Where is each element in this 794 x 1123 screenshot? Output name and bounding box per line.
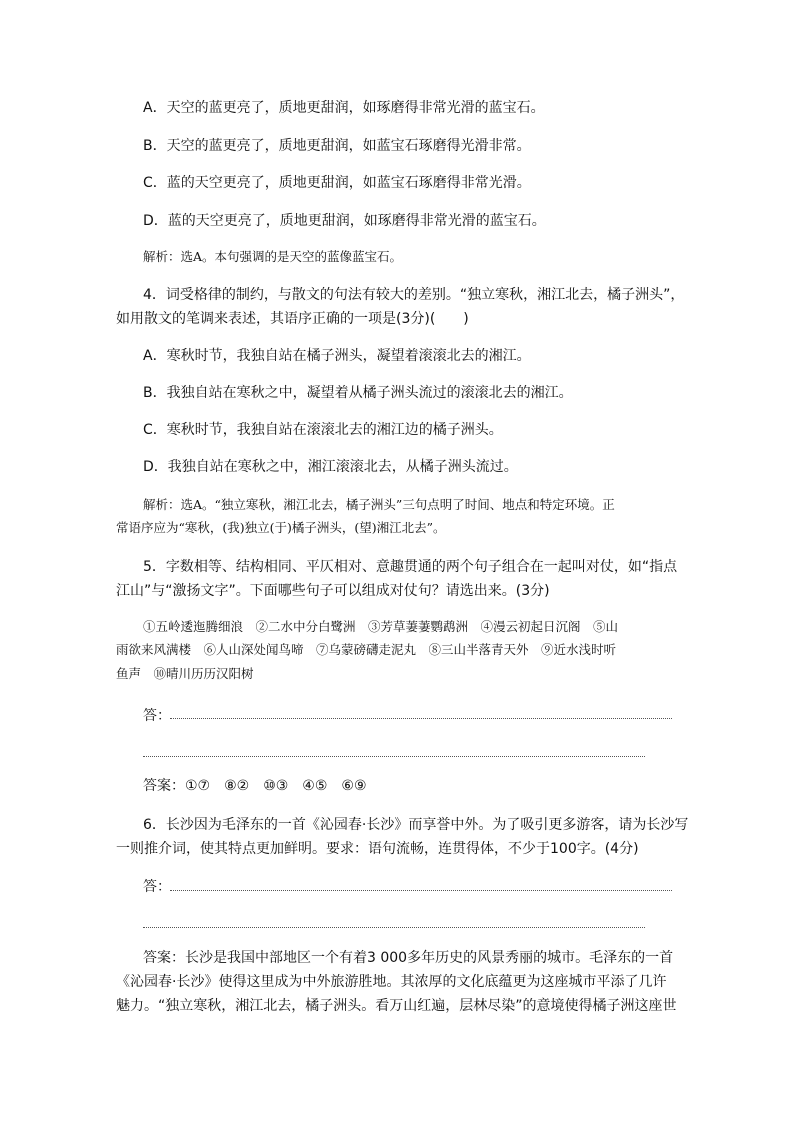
q4-option-d: D．我独自站在寒秋之中，湘江滚滚北去，从橘子洲头流过。 bbox=[143, 459, 518, 475]
q4-analysis-line-2: 常语序应为“寒秋，(我)独立(于)橘子洲头，(望)湘江北去”。 bbox=[116, 520, 446, 535]
q5-answer-label: 答： bbox=[143, 708, 171, 724]
q5-items-line-1: ①五岭逶迤腾细浪 ②二水中分白鹭洲 ③芳草萋萋鹦鹉洲 ④漫云初起日沉阁 ⑤山 bbox=[143, 619, 619, 634]
q6-answer-line-3: 魅力。“独立寒秋，湘江北去，橘子洲头。看万山红遍，层林尽染”的意境使得橘子洲这座世 bbox=[116, 998, 677, 1014]
q6-stem-line-1: 6．长沙因为毛泽东的一首《沁园春·长沙》而享誉中外。为了吸引更多游客，请为长沙写 bbox=[143, 817, 689, 833]
q4-analysis-line-1: 解析：选A。“独立寒秋，湘江北去，橘子洲头”三句点明了时间、地点和特定环境。正 bbox=[143, 497, 615, 512]
q5-items-line-2: 雨欲来风满楼 ⑥人山深处闻鸟啼 ⑦乌蒙磅礴走泥丸 ⑧三山半落青天外 ⑨近水浅时听 bbox=[116, 642, 617, 657]
q6-stem-line-2: 一则推介词，使其特点更加鲜明。要求：语句流畅，连贯得体，不少于100字。(4分) bbox=[116, 841, 639, 857]
q4-option-b: B．我独自站在寒秋之中，凝望着从橘子洲头流过的滚滚北去的湘江。 bbox=[143, 385, 573, 401]
q5-answer-blank-line-1[interactable] bbox=[170, 718, 672, 719]
q4-stem-line-2: 如用散文的笔调来表述，其语序正确的一项是(3分)( ) bbox=[116, 311, 469, 327]
q6-answer-blank-line-2[interactable] bbox=[143, 927, 645, 928]
q5-stem-line-2: 江山”与“激扬文字”。下面哪些句子可以组成对仗句？请选出来。(3分) bbox=[116, 583, 550, 599]
q6-answer-label: 答： bbox=[143, 879, 171, 895]
q4-stem-line-1: 4．词受格律的制约，与散文的句法有较大的差别。“独立寒秋，湘江北去，橘子洲头”， bbox=[143, 287, 685, 303]
q6-answer-line-2: 《沁园春·长沙》使得这里成为中外旅游胜地。其浓厚的文化底蕴更为这座城市平添了几许 bbox=[116, 974, 667, 990]
q6-answer-line-1: 答案：长沙是我国中部地区一个有着3 000多年历史的风景秀丽的城市。毛泽东的一首 bbox=[143, 950, 674, 966]
q4-option-a: A．寒秋时节，我独自站在橘子洲头，凝望着滚滚北去的湘江。 bbox=[143, 348, 531, 364]
q5-stem-line-1: 5．字数相等、结构相同、平仄相对、意趣贯通的两个句子组合在一起叫对仗，如“指点 bbox=[143, 559, 678, 575]
q3-option-a: A．天空的蓝更亮了，质地更甜润，如琢磨得非常光滑的蓝宝石。 bbox=[143, 100, 545, 116]
q3-option-d: D．蓝的天空更亮了，质地更甜润，如琢磨得非常光滑的蓝宝石。 bbox=[143, 213, 546, 229]
q6-answer-blank-line-1[interactable] bbox=[170, 890, 672, 891]
q4-option-c: C．寒秋时节，我独自站在滚滚北去的湘江边的橘子洲头。 bbox=[143, 422, 503, 438]
q5-answer-blank-line-2[interactable] bbox=[143, 756, 645, 757]
q3-analysis: 解析：选A。本句强调的是天空的蓝像蓝宝石。 bbox=[143, 249, 403, 264]
q5-answer: 答案：①⑦ ⑧② ⑩③ ④⑤ ⑥⑨ bbox=[143, 778, 367, 794]
q3-option-b: B．天空的蓝更亮了，质地更甜润，如蓝宝石琢磨得光滑非常。 bbox=[143, 138, 531, 154]
q3-option-c: C．蓝的天空更亮了，质地更甜润，如蓝宝石琢磨得非常光滑。 bbox=[143, 175, 531, 191]
q5-items-line-3: 鱼声 ⑩晴川历历汉阳树 bbox=[116, 666, 254, 681]
